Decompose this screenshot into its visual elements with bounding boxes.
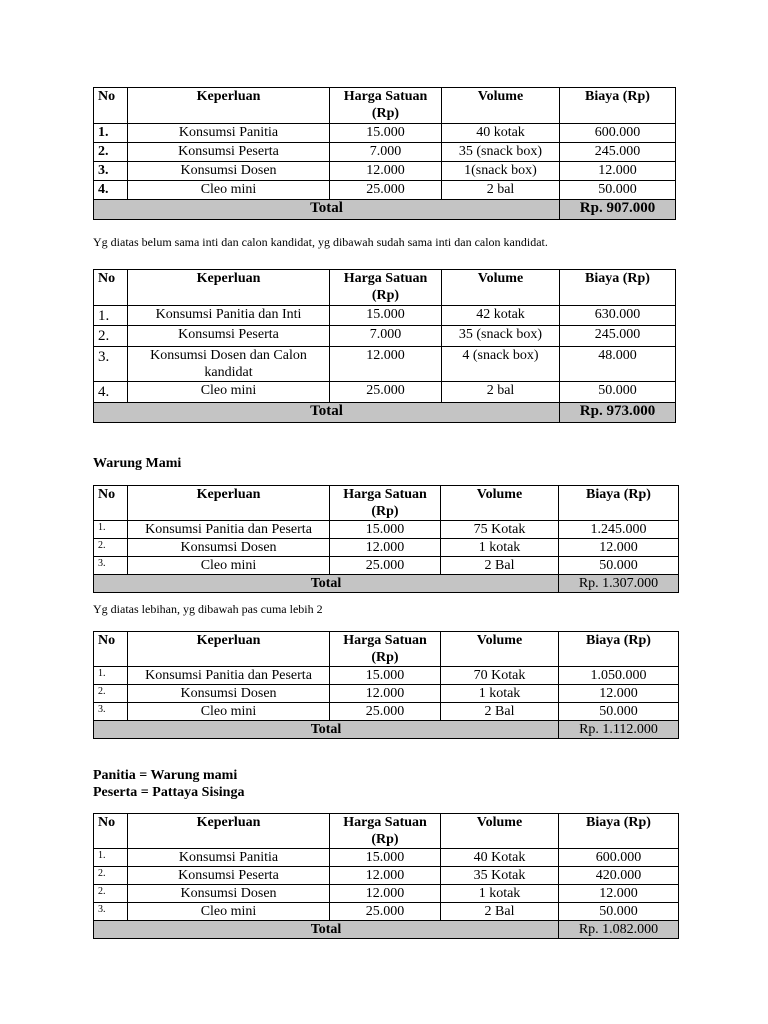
row-price: 15.000 — [330, 124, 442, 143]
table-row — [94, 124, 676, 143]
header-volume: Volume — [441, 486, 559, 521]
row-price: 25.000 — [330, 903, 441, 921]
header-harga-satuan: Harga Satuan (Rp) — [330, 270, 442, 306]
row-item: Konsumsi Dosen — [128, 539, 330, 557]
row-price: 12.000 — [330, 885, 441, 903]
table-row — [94, 181, 676, 200]
row-no: 3. — [94, 557, 128, 575]
table-row — [94, 539, 679, 557]
header-volume: Volume — [442, 270, 560, 306]
row-volume: 1 kotak — [441, 685, 559, 703]
header-no: No — [94, 270, 128, 306]
table-header-row — [94, 486, 679, 521]
row-price: 15.000 — [330, 521, 441, 539]
header-volume: Volume — [442, 88, 560, 124]
heading-warung-mami: Warung Mami — [93, 456, 182, 471]
total-value: Rp. 1.307.000 — [559, 575, 679, 593]
total-row — [94, 200, 676, 220]
row-price: 12.000 — [330, 867, 441, 885]
header-no: No — [94, 632, 128, 667]
row-volume: 2 Bal — [441, 703, 559, 721]
row-cost: 50.000 — [559, 557, 679, 575]
table-row — [94, 849, 679, 867]
table-row — [94, 347, 676, 382]
row-price: 7.000 — [330, 326, 442, 347]
row-volume: 70 Kotak — [441, 667, 559, 685]
header-biaya: Biaya (Rp) — [559, 814, 679, 849]
table-row — [94, 867, 679, 885]
table-row — [94, 521, 679, 539]
total-label: Total — [94, 575, 559, 593]
row-volume: 40 Kotak — [441, 849, 559, 867]
row-volume: 2 Bal — [441, 903, 559, 921]
total-label: Total — [94, 921, 559, 939]
row-cost: 630.000 — [560, 306, 676, 326]
row-no: 3. — [94, 162, 128, 181]
row-item: Konsumsi Dosen — [128, 685, 330, 703]
row-cost: 245.000 — [560, 143, 676, 162]
row-no: 1. — [94, 849, 128, 867]
total-label: Total — [94, 721, 559, 739]
row-no: 2. — [94, 885, 128, 903]
budget-table-1 — [93, 87, 676, 220]
heading-panitia: Panitia = Warung mami — [93, 768, 238, 783]
row-no: 3. — [94, 903, 128, 921]
row-item: Konsumsi Peserta — [128, 143, 330, 162]
total-row — [94, 403, 676, 423]
row-volume: 2 Bal — [441, 557, 559, 575]
table-row — [94, 685, 679, 703]
row-price: 7.000 — [330, 143, 442, 162]
row-item: Cleo mini — [128, 557, 330, 575]
row-price: 25.000 — [330, 382, 442, 403]
note-1: Yg diatas belum sama inti dan calon kandidat, yg dibawah sudah sama inti dan calon kandidat. — [93, 235, 548, 249]
header-harga-satuan: Harga Satuan (Rp) — [330, 814, 441, 849]
row-item: Konsumsi Dosen dan Calon kandidat — [128, 347, 330, 382]
total-value: Rp. 907.000 — [560, 200, 676, 220]
row-price: 25.000 — [330, 181, 442, 200]
table-row — [94, 557, 679, 575]
row-price: 15.000 — [330, 667, 441, 685]
row-price: 25.000 — [330, 557, 441, 575]
row-cost: 12.000 — [559, 885, 679, 903]
row-item: Konsumsi Panitia dan Peserta — [128, 667, 330, 685]
row-no: 3. — [94, 703, 128, 721]
header-biaya: Biaya (Rp) — [560, 88, 676, 124]
row-item: Konsumsi Peserta — [128, 326, 330, 347]
row-no: 1. — [94, 667, 128, 685]
total-row — [94, 575, 679, 593]
note-2: Yg diatas lebihan, yg dibawah pas cuma lebih 2 — [93, 602, 323, 616]
table-row — [94, 703, 679, 721]
row-price: 15.000 — [330, 849, 441, 867]
heading-peserta: Peserta = Pattaya Sisinga — [93, 785, 245, 800]
header-harga-satuan: Harga Satuan (Rp) — [330, 88, 442, 124]
table-header-row — [94, 632, 679, 667]
header-harga-satuan: Harga Satuan (Rp) — [330, 486, 441, 521]
total-value: Rp. 973.000 — [560, 403, 676, 423]
header-biaya: Biaya (Rp) — [559, 632, 679, 667]
budget-table-3 — [93, 485, 679, 593]
header-keperluan: Keperluan — [128, 632, 330, 667]
row-item: Konsumsi Panitia — [128, 849, 330, 867]
row-price: 12.000 — [330, 685, 441, 703]
row-volume: 35 (snack box) — [442, 326, 560, 347]
header-keperluan: Keperluan — [128, 88, 330, 124]
table-header-row — [94, 814, 679, 849]
header-keperluan: Keperluan — [128, 486, 330, 521]
header-biaya: Biaya (Rp) — [559, 486, 679, 521]
table-row — [94, 903, 679, 921]
total-label: Total — [94, 403, 560, 423]
row-volume: 35 (snack box) — [442, 143, 560, 162]
row-item: Cleo mini — [128, 703, 330, 721]
row-item: Konsumsi Panitia — [128, 124, 330, 143]
row-no: 2. — [94, 539, 128, 557]
row-volume: 1 kotak — [441, 539, 559, 557]
row-no: 1. — [94, 124, 128, 143]
row-no: 2. — [94, 867, 128, 885]
row-cost: 12.000 — [559, 685, 679, 703]
header-keperluan: Keperluan — [128, 270, 330, 306]
row-volume: 1 kotak — [441, 885, 559, 903]
header-harga-satuan: Harga Satuan (Rp) — [330, 632, 441, 667]
row-cost: 1.050.000 — [559, 667, 679, 685]
row-volume: 2 bal — [442, 382, 560, 403]
total-row — [94, 921, 679, 939]
row-volume: 42 kotak — [442, 306, 560, 326]
budget-table-4 — [93, 631, 679, 739]
budget-table-2 — [93, 269, 676, 423]
table-row — [94, 382, 676, 403]
row-cost: 50.000 — [559, 703, 679, 721]
row-item: Cleo mini — [128, 181, 330, 200]
row-volume: 40 kotak — [442, 124, 560, 143]
row-price: 15.000 — [330, 306, 442, 326]
row-price: 25.000 — [330, 703, 441, 721]
row-cost: 600.000 — [559, 849, 679, 867]
row-volume: 1(snack box) — [442, 162, 560, 181]
header-no: No — [94, 486, 128, 521]
budget-table-5 — [93, 813, 679, 939]
total-row — [94, 721, 679, 739]
table-header-row — [94, 270, 676, 306]
row-item: Cleo mini — [128, 382, 330, 403]
row-item: Konsumsi Peserta — [128, 867, 330, 885]
row-volume: 2 bal — [442, 181, 560, 200]
table-row — [94, 143, 676, 162]
total-value: Rp. 1.112.000 — [559, 721, 679, 739]
row-cost: 50.000 — [560, 382, 676, 403]
row-no: 1. — [94, 521, 128, 539]
row-price: 12.000 — [330, 347, 442, 382]
total-label: Total — [94, 200, 560, 220]
row-cost: 50.000 — [559, 903, 679, 921]
row-price: 12.000 — [330, 539, 441, 557]
table-header-row — [94, 88, 676, 124]
row-cost: 12.000 — [560, 162, 676, 181]
row-no: 1. — [94, 306, 128, 326]
table-row — [94, 667, 679, 685]
row-volume: 75 Kotak — [441, 521, 559, 539]
header-no: No — [94, 814, 128, 849]
header-biaya: Biaya (Rp) — [560, 270, 676, 306]
row-cost: 50.000 — [560, 181, 676, 200]
row-volume: 4 (snack box) — [442, 347, 560, 382]
row-no: 2. — [94, 143, 128, 162]
row-item: Konsumsi Dosen — [128, 885, 330, 903]
row-no: 4. — [94, 181, 128, 200]
table-row — [94, 885, 679, 903]
row-no: 2. — [94, 685, 128, 703]
table-row — [94, 162, 676, 181]
row-no: 2. — [94, 326, 128, 347]
row-cost: 600.000 — [560, 124, 676, 143]
total-value: Rp. 1.082.000 — [559, 921, 679, 939]
header-keperluan: Keperluan — [128, 814, 330, 849]
header-volume: Volume — [441, 632, 559, 667]
row-item: Konsumsi Dosen — [128, 162, 330, 181]
row-cost: 420.000 — [559, 867, 679, 885]
row-item: Konsumsi Panitia dan Peserta — [128, 521, 330, 539]
row-cost: 1.245.000 — [559, 521, 679, 539]
row-cost: 12.000 — [559, 539, 679, 557]
row-price: 12.000 — [330, 162, 442, 181]
table-row — [94, 306, 676, 326]
row-no: 4. — [94, 382, 128, 403]
table-row — [94, 326, 676, 347]
row-item: Cleo mini — [128, 903, 330, 921]
header-no: No — [94, 88, 128, 124]
row-cost: 48.000 — [560, 347, 676, 382]
row-volume: 35 Kotak — [441, 867, 559, 885]
row-cost: 245.000 — [560, 326, 676, 347]
header-volume: Volume — [441, 814, 559, 849]
row-item: Konsumsi Panitia dan Inti — [128, 306, 330, 326]
row-no: 3. — [94, 347, 128, 382]
